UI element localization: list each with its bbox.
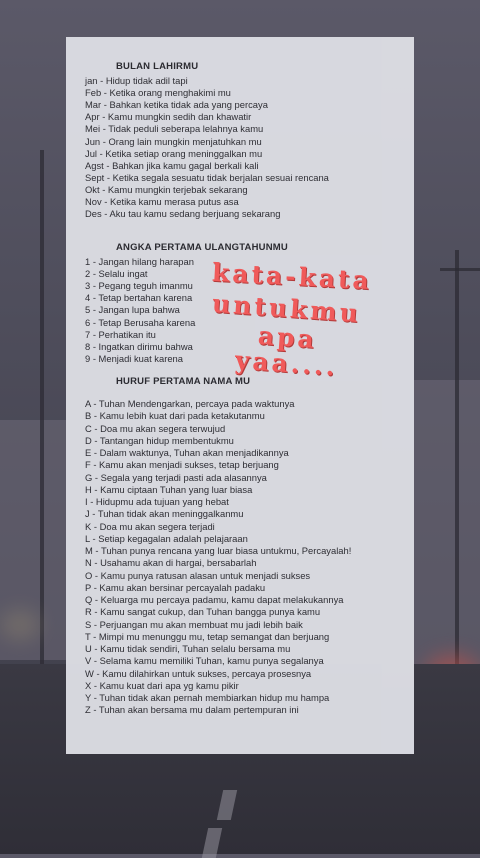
list-item-huruf: A - Tuhan Mendengarkan, percaya pada waktunya [85, 398, 295, 409]
list-item-bulan: Okt - Kamu mungkin terjebak sekarang [85, 183, 248, 195]
list-item-huruf: G - Segala yang terjadi pasti ada alasannya [85, 471, 267, 483]
text-card [66, 37, 414, 754]
list-item-huruf: E - Dalam waktunya, Tuhan akan menjadikannya [85, 447, 289, 458]
list-item-bulan: Nov - Ketika kamu merasa putus asa [85, 196, 239, 207]
list-item-huruf: X - Kamu kuat dari apa yg kamu pikir [85, 679, 239, 691]
list-item-angka: 9 - Menjadi kuat karena [85, 352, 183, 364]
list-item-huruf: F - Kamu akan menjadi sukses, tetap berjuang [85, 459, 279, 471]
background-pole [440, 268, 480, 271]
overlay-text-line-2: untukmu [211, 288, 362, 329]
list-item-bulan: Jun - Orang lain mungkin menjatuhkan mu [85, 135, 262, 147]
background-building [414, 380, 480, 680]
list-item-huruf: R - Kamu sangat cukup, dan Tuhan bangga punya kamu [85, 606, 321, 618]
section-title-huruf: HURUF PERTAMA NAMA MU [116, 376, 251, 387]
list-item-angka: 2 - Selalu ingat [85, 268, 148, 280]
list-item-huruf: U - Kamu tidak sendiri, Tuhan selalu bersama mu [85, 643, 291, 654]
list-item-huruf: B - Kamu lebih kuat dari pada ketakutanmu [85, 410, 265, 422]
list-item-bulan: Des - Aku tau kamu sedang berjuang sekarang [85, 208, 281, 220]
list-item-angka: 1 - Jangan hilang harapan [85, 256, 194, 267]
list-item-bulan: Jul - Ketika setiap orang meninggalkan mu [85, 147, 263, 159]
list-item-huruf: W - Kamu dilahirkan untuk sukses, percaya prosesnya [85, 667, 312, 679]
section-title-angka: ANGKA PERTAMA ULANGTAHUNMU [116, 242, 288, 253]
list-item-angka: 4 - Tetap bertahan karena [85, 292, 193, 304]
list-item-huruf: C - Doa mu akan segera terwujud [85, 422, 226, 434]
list-item-huruf: Q - Keluarga mu percaya padamu, kamu dapat melakukannya [85, 594, 344, 605]
section-title-bulan: BULAN LAHIRMU [116, 61, 199, 72]
list-item-huruf: Y - Tuhan tidak akan pernah membiarkan hidup mu hampa [85, 692, 330, 703]
list-item-huruf: Z - Tuhan akan bersama mu dalam pertempuran ini [85, 704, 299, 716]
list-item-bulan: Apr - Kamu mungkin sedih dan khawatir [85, 111, 252, 123]
background-pole [455, 250, 459, 670]
list-item-bulan: jan - Hidup tidak adil tapi [85, 75, 188, 86]
list-item-huruf: P - Kamu akan bersinar percayalah padaku [85, 581, 266, 593]
list-item-angka: 5 - Jangan lupa bahwa [85, 304, 180, 316]
overlay-text-line-4: yaa.... [234, 345, 339, 382]
list-item-angka: 3 - Pegang teguh imanmu [85, 280, 193, 292]
background-light [0, 610, 40, 640]
list-item-huruf: V - Selama kamu memiliki Tuhan, kamu punya segalanya [85, 655, 324, 667]
list-item-huruf: D - Tantangan hidup membentukmu [85, 434, 234, 446]
list-item-huruf: H - Kamu ciptaan Tuhan yang luar biasa [85, 483, 253, 495]
overlay-text-line-1: kata-kata [211, 257, 373, 296]
list-item-bulan: Mei - Tidak peduli seberapa lelahnya kamu [85, 123, 264, 135]
list-item-huruf: L - Setiap kegagalan adalah pelajaraan [85, 532, 248, 544]
list-item-bulan: Feb - Ketika orang menghakimi mu [85, 87, 231, 99]
overlay-text-line-3: apa [257, 320, 318, 355]
list-item-huruf: S - Perjuangan mu akan membuat mu jadi lebih baik [85, 618, 303, 630]
list-item-bulan: Mar - Bahkan ketika tidak ada yang percaya [85, 99, 268, 111]
list-item-angka: 8 - Ingatkan dirimu bahwa [85, 340, 193, 352]
list-item-angka: 6 - Tetap Berusaha karena [85, 316, 196, 328]
list-item-huruf: N - Usahamu akan di hargai, bersabarlah [85, 557, 257, 569]
list-item-bulan: Sept - Ketika segala sesuatu tidak berjalan sesuai rencana [85, 171, 329, 183]
list-item-bulan: Agst - Bahkan jika kamu gagal berkali kali [85, 159, 259, 171]
list-item-huruf: I - Hidupmu ada tujuan yang hebat [85, 496, 229, 507]
list-item-huruf: K - Doa mu akan segera terjadi [85, 520, 215, 532]
list-item-huruf: O - Kamu punya ratusan alasan untuk menjadi sukses [85, 569, 311, 581]
list-item-huruf: M - Tuhan punya rencana yang luar biasa untukmu, Percayalah! [85, 545, 352, 556]
list-item-huruf: T - Mimpi mu menunggu mu, tetap semangat dan berjuang [85, 630, 330, 642]
list-item-angka: 7 - Perhatikan itu [85, 328, 156, 340]
background-pole [40, 150, 44, 670]
list-item-huruf: J - Tuhan tidak akan meninggalkanmu [85, 508, 244, 520]
